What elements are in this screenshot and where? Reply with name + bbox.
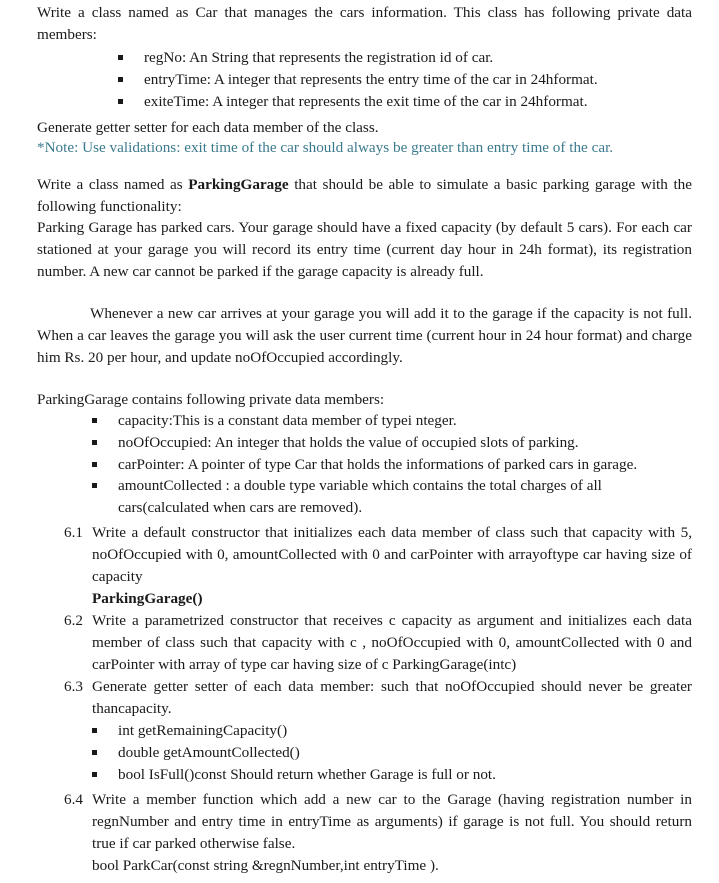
garage-class-intro <box>37 174 692 218</box>
item-number: 6.4 <box>64 791 83 808</box>
garage-member-amountcollected: amountCollected : a double type variable which contains the total charges of all cars(calculated when cars are removed). <box>92 475 692 519</box>
item-text: Write a default constructor that initializes each data member of class such that capacity with 5, noOfOccupied with 0, amountCollected with 0 and carPointer with arrayoftype car having size of capacity <box>92 524 692 585</box>
item-6-4 <box>64 789 692 854</box>
park-car-signature: bool ParkCar(const string &regnNumber,int entryTime ). <box>92 857 439 874</box>
garage-intro-post: that should be able to simulate a basic parking garage with the following functionality: <box>37 176 692 215</box>
car-member-regno: regNo: An String that represents the registration id of car. <box>118 47 698 69</box>
item-text: Write a member function which add a new car to the Garage (having registration number in regnNumber and entry time in entryTime as arguments) if garage is not full. You should return true if car parked otherwise false. <box>92 791 692 852</box>
garage-members-intro: ParkingGarage contains following private data members: <box>37 391 385 408</box>
garage-members-list <box>92 410 692 519</box>
arrival-paragraph: Whenever a new car arrives at your garage you will add it to the garage if the capacity is not full. When a car leaves the garage you will ask the user current time (current hour in 24 hour format) and charge him Rs. 20 per hour, and update noOfOccupied accordingly. <box>37 305 692 366</box>
item-6-3-bullets <box>92 720 692 785</box>
item-text: Generate getter setter of each data member: such that noOfOccupied should never be greater thancapacity. <box>92 678 692 717</box>
method-get-remaining-capacity: int getRemainingCapacity() <box>92 720 692 742</box>
item-number: 6.2 <box>64 612 83 629</box>
car-class-intro: Write a class named as Car that manages the cars information. This class has following private data members: <box>37 4 692 43</box>
garage-description: Parking Garage has parked cars. Your garage should have a fixed capacity (by default 5 cars). For each car stationed at your garage you will record its entry time (current day hour in 24h format), its registration number. A new car cannot be parked if the garage capacity is already full. <box>37 219 692 280</box>
validation-note: *Note: Use validations: exit time of the car should always be greater than entry time of the car. <box>37 139 614 156</box>
garage-member-capacity: capacity:This is a constant data member of typei nteger. <box>92 410 692 432</box>
car-member-entrytime: entryTime: A integer that represents the entry time of the car in 24hformat. <box>118 69 698 91</box>
item-6-1 <box>64 522 692 587</box>
garage-member-noofoccupied: noOfOccupied: An integer that holds the value of occupied slots of parking. <box>92 432 692 454</box>
method-get-amount-collected: double getAmountCollected() <box>92 742 692 764</box>
item-6-2 <box>64 610 692 675</box>
getter-setter-instruction: Generate getter setter for each data member of the class. <box>37 119 379 136</box>
item-number: 6.3 <box>64 678 83 695</box>
item-text: Write a parametrized constructor that receives c capacity as argument and initializes each data member of class such that capacity with c , noOfOccupied with 0, amountCollected with 0 and carPointer with array of type car having size of c ParkingGarage(intc) <box>92 612 692 673</box>
item-number: 6.1 <box>64 524 83 541</box>
default-constructor-signature: ParkingGarage() <box>92 590 203 607</box>
item-6-3 <box>64 676 692 720</box>
method-is-full: bool IsFull()const Should return whether Garage is full or not. <box>92 764 692 786</box>
garage-intro-pre: Write a class named as <box>37 176 189 193</box>
car-members-list <box>118 47 698 112</box>
garage-class-name: ParkingGarage <box>188 176 289 193</box>
car-member-exittime: exiteTime: A integer that represents the exit time of the car in 24hformat. <box>118 91 698 113</box>
garage-member-carpointer: carPointer: A pointer of type Car that holds the informations of parked cars in garage. <box>92 454 692 476</box>
